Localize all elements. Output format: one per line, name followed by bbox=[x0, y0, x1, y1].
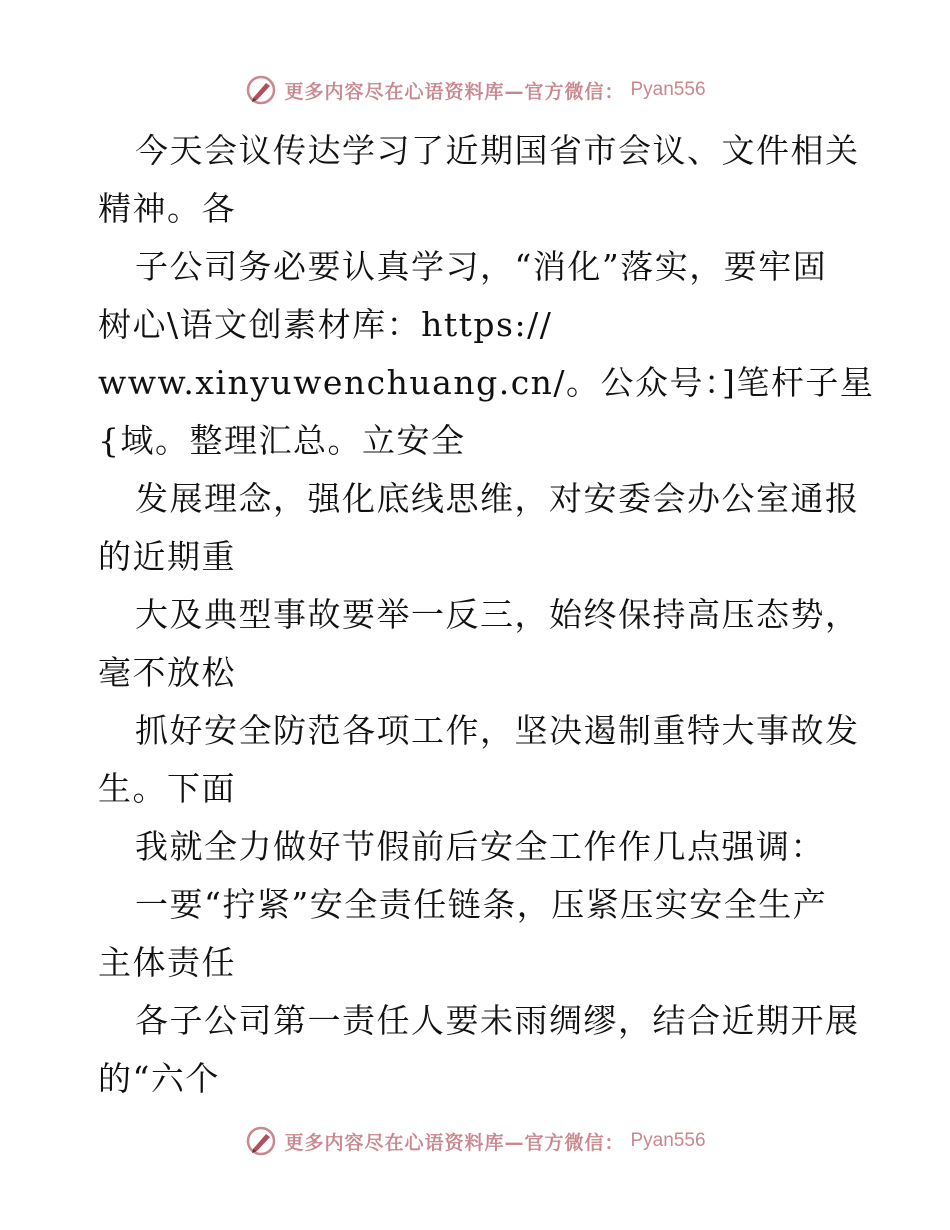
text-line: 抓好安全防范各项工作，坚决遏制重特大事故发 bbox=[135, 711, 860, 750]
text-line: www.xinyuwenchuang.cn/。公众号：]笔杆子星 bbox=[98, 363, 875, 402]
watermark-text: 更多内容尽在心语资料库—官方微信： bbox=[284, 80, 625, 103]
text-line: 大及典型事故要举一反三，始终保持高压态势， bbox=[135, 595, 860, 634]
text-line: 各子公司第一责任人要未雨绸缪，结合近期开展 bbox=[135, 1001, 860, 1040]
text-line: 一要“拧紧”安全责任链条，压紧压实安全生产 bbox=[135, 885, 828, 924]
header-watermark bbox=[0, 70, 950, 110]
watermark-wechat-id: Pyan556 bbox=[630, 1130, 706, 1151]
text-line: 我就全力做好节假前后安全工作作几点强调： bbox=[135, 827, 825, 866]
watermark-wechat-id: Pyan556 bbox=[630, 79, 706, 100]
text-line: 今天会议传达学习了近期国省市会议、文件相关 bbox=[135, 131, 860, 170]
watermark-text: 更多内容尽在心语资料库—官方微信： bbox=[284, 1131, 625, 1154]
text-line: 生。下面 bbox=[98, 769, 236, 808]
pen-logo-icon bbox=[244, 73, 278, 107]
text-line: 发展理念，强化底线思维，对安委会办公室通报 bbox=[135, 479, 860, 518]
text-line: 树心\语文创素材库：https:// bbox=[98, 305, 553, 344]
text-line: 的“六个 bbox=[98, 1059, 220, 1098]
document-body bbox=[98, 122, 875, 1108]
text-line: 的近期重 bbox=[98, 537, 236, 576]
text-line: 毫不放松 bbox=[98, 653, 236, 692]
text-line: 主体责任 bbox=[98, 943, 236, 982]
text-line: 精神。各 bbox=[98, 189, 236, 228]
footer-watermark bbox=[0, 1121, 950, 1161]
pen-logo-icon bbox=[244, 1124, 278, 1158]
text-line: 子公司务必要认真学习，“消化”落实，要牢固 bbox=[135, 247, 828, 286]
text-line: {域。整理汇总。立安全 bbox=[98, 421, 466, 460]
